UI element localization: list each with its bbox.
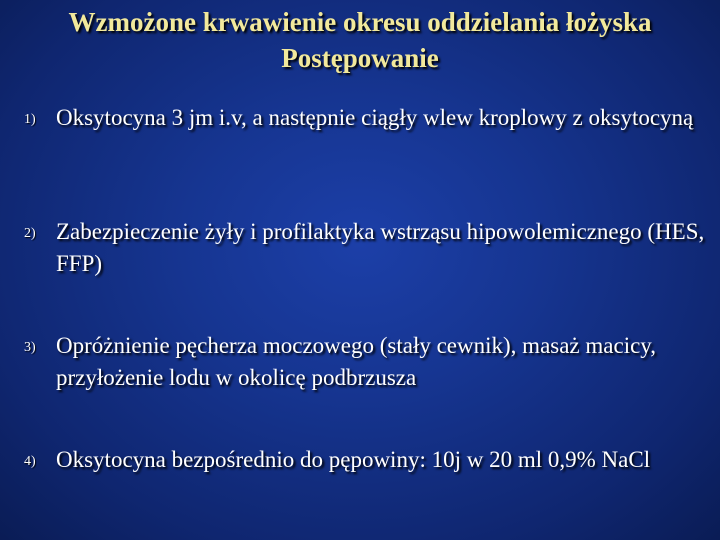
list-item-text: Zabezpieczenie żyły i profilaktyka wstrząsu hipowolemicznego (HES, FFP): [56, 219, 705, 276]
list-item-number: 2): [24, 226, 36, 241]
list-item-number: 1): [24, 112, 36, 127]
list-item-text: Oksytocyna 3 jm i.v, a następnie ciągły wlew kroplowy z oksytocyną: [56, 105, 694, 130]
slide-title-line-1: Wzmożone krwawienie okresu oddzielania łożyska: [68, 7, 652, 37]
slide-title: [0, 4, 720, 76]
slide-title-line-2: Postępowanie: [281, 43, 439, 73]
list-item-text: Opróżnienie pęcherza moczowego (stały cewnik), masaż macicy, przyłożenie lodu w okolicę podbrzusza: [56, 333, 657, 390]
list-item-text: Oksytocyna bezpośrednio do pępowiny: 10j w 20 ml 0,9% NaCl: [56, 447, 651, 472]
list-item-number: 4): [24, 454, 36, 469]
list-item-number: 3): [24, 340, 36, 355]
